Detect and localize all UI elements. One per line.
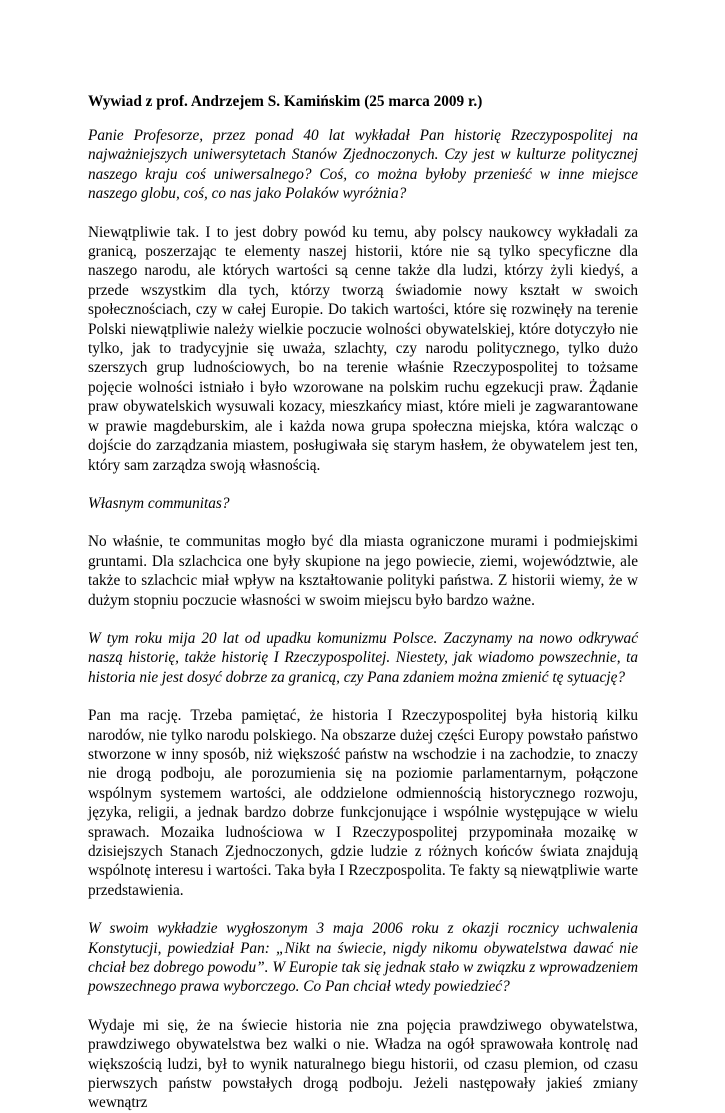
document-title: Wywiad z prof. Andrzejem S. Kamińskim (25 marca 2009 r.) (88, 93, 483, 110)
question-paragraph: W swoim wykładzie wygłoszonym 3 maja 2006 roku z okazji rocznicy uchwalenia Konstytucji, powiedział Pan: „Nikt na świecie, nigdy nikomu obywatelstwa dawać nie chciał bez dobrego powodu”. W Europie tak się jednak stało w związku z wprowadzeniem powszechnego prawa wyborczego. Co Pan chciał wtedy powiedzieć? (88, 920, 638, 996)
answer-paragraph: Pan ma rację. Trzeba pamiętać, że historia I Rzeczypospolitej była historią kilku narodów, nie tylko narodu polskiego. Na obszarze dużej części Europy powstało państwo stworzone w inny sposób, niż większość państw na wschodzie i na zachodzie, to znaczy nie drogą podboju, ale porozumienia się na poziomie parlamentarnym, połączone wspólnym systemem wartości, ale oddzielone odmiennością historycznego rozwoju, języka, religii, a jednak bardzo dobrze funkcjonujące i wspólnie występujące w wielu sprawach. Mozaika ludnościowa w I Rzeczypospolitej przypominała mozaikę w dzisiejszych Stanach Zjednoczonych, gdzie ludzie z różnych końców świata znajdują wspólnotę interesu i wartości. Taka była I Rzeczpospolita. Te fakty są niewątpliwie warte przedstawienia. (88, 707, 638, 899)
answer-paragraph: No właśnie, te communitas mogło być dla miasta ograniczone murami i podmiejskimi gruntami. Dla szlachcica one były skupione na jego powiecie, ziemi, województwie, ale także to szlachcic miał wpływ na kształtowanie polityki państwa. Z historii wiemy, że w dużym stopniu poczucie własności w swoim miejscu było bardzo ważne. (88, 533, 638, 609)
answer-paragraph: Wydaje mi się, że na świecie historia nie zna pojęcia prawdziwego obywatelstwa, prawdziwego obywatelstwa bez walki o nie. Władza na ogół sprawowała kontrolę nad większością ludzi, był to wynik naturalnego biegu historii, od czasu plemion, od czasu pierwszych państw powstałych drogą podboju. Jeżeli następowały jakieś zmiany wewnątrz (88, 1016, 638, 1112)
question-paragraph: W tym roku mija 20 lat od upadku komunizmu Polsce. Zaczynamy na nowo odkrywać naszą historię, także historię I Rzeczypospolitej. Niestety, jak wiadomo powszechnie, ta historia nie jest dosyć dobrze za granicą, czy Pana zdaniem można zmienić tę sytuację? (88, 629, 638, 686)
question-paragraph: Panie Profesorze, przez ponad 40 lat wykładał Pan historię Rzeczypospolitej na najważniejszych uniwersytetach Stanów Zjednoczonych. Czy jest w kulturze politycznej naszego kraju coś uniwersalnego? Coś, co można byłoby przenieść w inne miejsce naszego globu, coś, co nas jako Polaków wyróżnia? (88, 127, 638, 203)
answer-paragraph: Niewątpliwie tak. I to jest dobry powód ku temu, aby polscy naukowcy wykładali za granicą, poszerzając te elementy naszej historii, które nie są tylko specyficzne dla naszego narodu, ale których wartości są cenne także dla ludzi, którzy żyli kiedyś, a przede wszystkim dla tych, którzy tworzą świadomie nowy kształt w swoich społecznościach, czy w całej Europie. Do takich wartości, które się rozwinęły na terenie Polski niewątpliwie należy wielkie poczucie wolności obywatelskiej, które dotyczyło nie tylko, jak to tradycyjnie się uważa, szlachty, czy narodu politycznego, tylko dużo szerszych grup ludnościowych, bo na terenie właśnie Rzeczypospolitej to tożsame pojęcie wolności istniało i było wzorowane na polskim ruchu egzekucji praw. Żądanie praw obywatelskich wysuwali kozacy, mieszkańcy miast, które mieli je zagwarantowane w prawie magdeburskim, ale i każda nowa grupa społeczna miejska, która walcząc o dojście do zarządzania miastem, posługiwała się starym hasłem, że obywatelem jest ten, który sam zarządza swoją własnością. (88, 223, 638, 474)
question-paragraph: Własnym communitas? (88, 494, 230, 512)
